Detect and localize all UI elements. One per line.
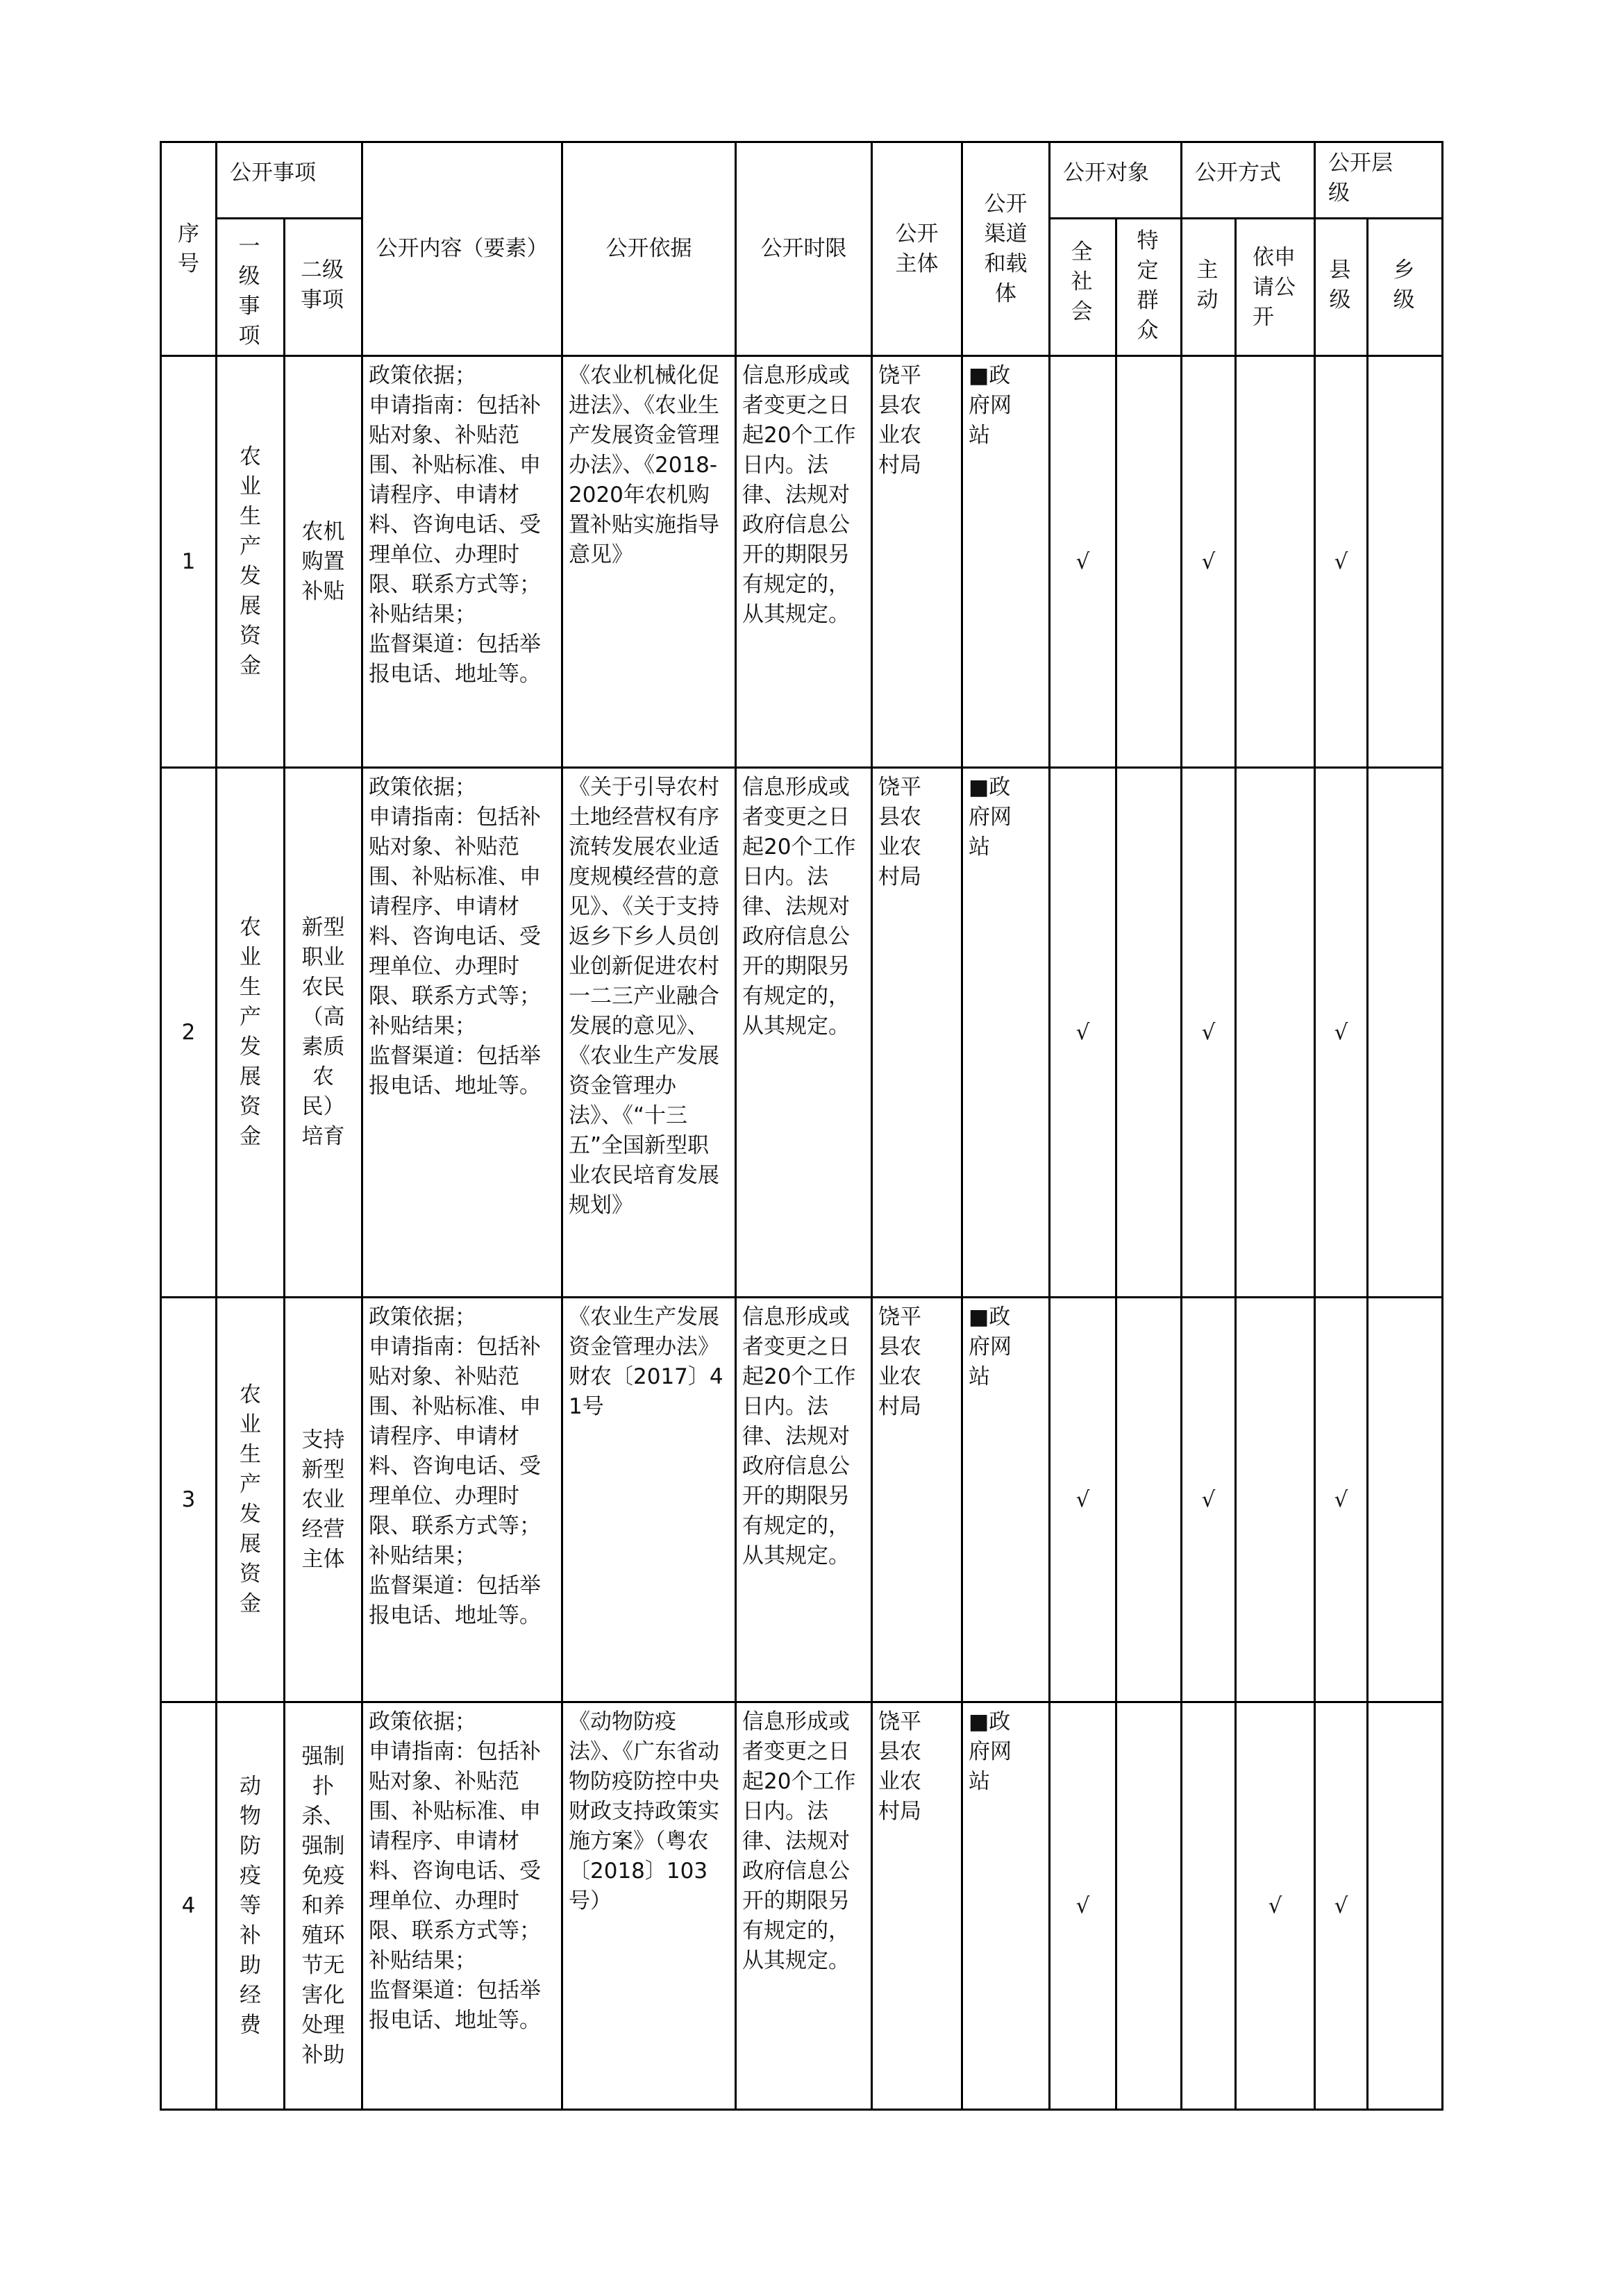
row-channel: ■政府网站 (962, 1702, 1050, 2110)
row-audience-all-check: √ (1050, 1298, 1116, 1702)
row-mode-active-check: √ (1182, 1298, 1236, 1702)
row-content: 政策依据； 申请指南：包括补贴对象、补贴范围、补贴标准、申请程序、申请材料、咨询电话、受理单位、办理时限、联系方式等； 补贴结果； 监督渠道：包括举报电话、地址等。 (362, 768, 562, 1298)
row-deadline: 信息形成或者变更之日起20个工作日内。法律、法规对政府信息公开的期限另有规定的，从其规定。 (736, 1298, 872, 1702)
header-deadline: 公开时限 (736, 142, 872, 356)
row-mode-active-check: √ (1182, 356, 1236, 768)
header-level2: 二级事项 (285, 219, 362, 356)
row-channel: ■政府网站 (962, 768, 1050, 1298)
row-level2: 新型职业农民（高素质农民）培育 (285, 768, 362, 1298)
header-audience-all: 全社会 (1050, 219, 1116, 356)
row-channel: ■政府网站 (962, 1298, 1050, 1702)
row-level-county-check: √ (1315, 1702, 1368, 2110)
row-mode-request-check: √ (1236, 1702, 1315, 2110)
header-level-town: 乡级 (1368, 219, 1443, 356)
row-level-county-check: √ (1315, 1298, 1368, 1702)
row-level1: 农业生产发展资金 (217, 768, 285, 1298)
row-audience-all-check: √ (1050, 768, 1116, 1298)
row-level1: 农业生产发展资金 (217, 1298, 285, 1702)
header-seq: 序号 (161, 142, 217, 356)
header-channel: 公开渠道和载体 (962, 142, 1050, 356)
header-mode-request: 依申请公开 (1236, 219, 1315, 356)
row-deadline: 信息形成或者变更之日起20个工作日内。法律、法规对政府信息公开的期限另有规定的，从其规定。 (736, 356, 872, 768)
row-mode-active-check (1182, 1702, 1236, 2110)
header-audience-specific: 特定群众 (1116, 219, 1182, 356)
row-audience-specific-check (1116, 768, 1182, 1298)
row-basis: 《农业生产发展资金管理办法》财农〔2017〕41号 (562, 1298, 736, 1702)
row-level-town-check (1368, 1298, 1443, 1702)
row-mode-request-check (1236, 1298, 1315, 1702)
header-subject: 公开主体 (872, 142, 962, 356)
header-level: 公开层级 (1315, 142, 1443, 219)
header-mode-active: 主动 (1182, 219, 1236, 356)
header-audience: 公开对象 (1050, 142, 1182, 219)
row-level-county-check: √ (1315, 768, 1368, 1298)
header-level-county: 县级 (1315, 219, 1368, 356)
row-seq: 3 (161, 1298, 217, 1702)
row-mode-active-check: √ (1182, 768, 1236, 1298)
row-level2: 支持新型农业经营主体 (285, 1298, 362, 1702)
row-level2: 强制扑杀、强制免疫和养殖环节无害化处理补助 (285, 1702, 362, 2110)
row-audience-all-check: √ (1050, 1702, 1116, 2110)
row-deadline: 信息形成或者变更之日起20个工作日内。法律、法规对政府信息公开的期限另有规定的，从其规定。 (736, 768, 872, 1298)
row-subject: 饶平县农业农村局 (872, 356, 962, 768)
row-audience-specific-check (1116, 1298, 1182, 1702)
row-level1: 动物防疫等补助经费 (217, 1702, 285, 2110)
row-level-town-check (1368, 356, 1443, 768)
row-level2: 农机购置补贴 (285, 356, 362, 768)
table-row (161, 1702, 1443, 2110)
row-seq: 4 (161, 1702, 217, 2110)
row-content: 政策依据； 申请指南：包括补贴对象、补贴范围、补贴标准、申请程序、申请材料、咨询电话、受理单位、办理时限、联系方式等； 补贴结果； 监督渠道：包括举报电话、地址等。 (362, 1702, 562, 2110)
row-audience-all-check: √ (1050, 356, 1116, 768)
row-content: 政策依据； 申请指南：包括补贴对象、补贴范围、补贴标准、申请程序、申请材料、咨询电话、受理单位、办理时限、联系方式等； 补贴结果； 监督渠道：包括举报电话、地址等。 (362, 356, 562, 768)
row-subject: 饶平县农业农村局 (872, 1702, 962, 2110)
row-audience-specific-check (1116, 356, 1182, 768)
row-seq: 2 (161, 768, 217, 1298)
row-basis: 《农业机械化促进法》、《农业生产发展资金管理办法》、《2018-2020年农机购置补贴实施指导意见》 (562, 356, 736, 768)
header-content: 公开内容（要素） (362, 142, 562, 356)
table-row (161, 768, 1443, 1298)
row-mode-request-check (1236, 356, 1315, 768)
row-basis: 《关于引导农村土地经营权有序流转发展农业适度规模经营的意见》、《关于支持返乡下乡人员创业创新促进农村一二三产业融合发展的意见》、《农业生产发展资金管理办法》、《“十三五”全国新型职业农民培育发展规划》 (562, 768, 736, 1298)
header-items: 公开事项 (217, 142, 362, 219)
header-mode: 公开方式 (1182, 142, 1315, 219)
row-level1: 农业生产发展资金 (217, 356, 285, 768)
row-content: 政策依据； 申请指南：包括补贴对象、补贴范围、补贴标准、申请程序、申请材料、咨询电话、受理单位、办理时限、联系方式等； 补贴结果； 监督渠道：包括举报电话、地址等。 (362, 1298, 562, 1702)
row-seq: 1 (161, 356, 217, 768)
row-mode-request-check (1236, 768, 1315, 1298)
row-channel: ■政府网站 (962, 356, 1050, 768)
row-level-town-check (1368, 1702, 1443, 2110)
table-row (161, 356, 1443, 768)
table-row (161, 1298, 1443, 1702)
disclosure-table (160, 141, 1443, 2111)
row-basis: 《动物防疫法》、《广东省动物防疫防控中央财政支持政策实施方案》（粤农〔2018〕103号） (562, 1702, 736, 2110)
row-level-county-check: √ (1315, 356, 1368, 768)
row-level-town-check (1368, 768, 1443, 1298)
row-subject: 饶平县农业农村局 (872, 1298, 962, 1702)
row-deadline: 信息形成或者变更之日起20个工作日内。法律、法规对政府信息公开的期限另有规定的，从其规定。 (736, 1702, 872, 2110)
row-subject: 饶平县农业农村局 (872, 768, 962, 1298)
header-basis: 公开依据 (562, 142, 736, 356)
row-audience-specific-check (1116, 1702, 1182, 2110)
header-level1: 一级事项 (217, 219, 285, 356)
